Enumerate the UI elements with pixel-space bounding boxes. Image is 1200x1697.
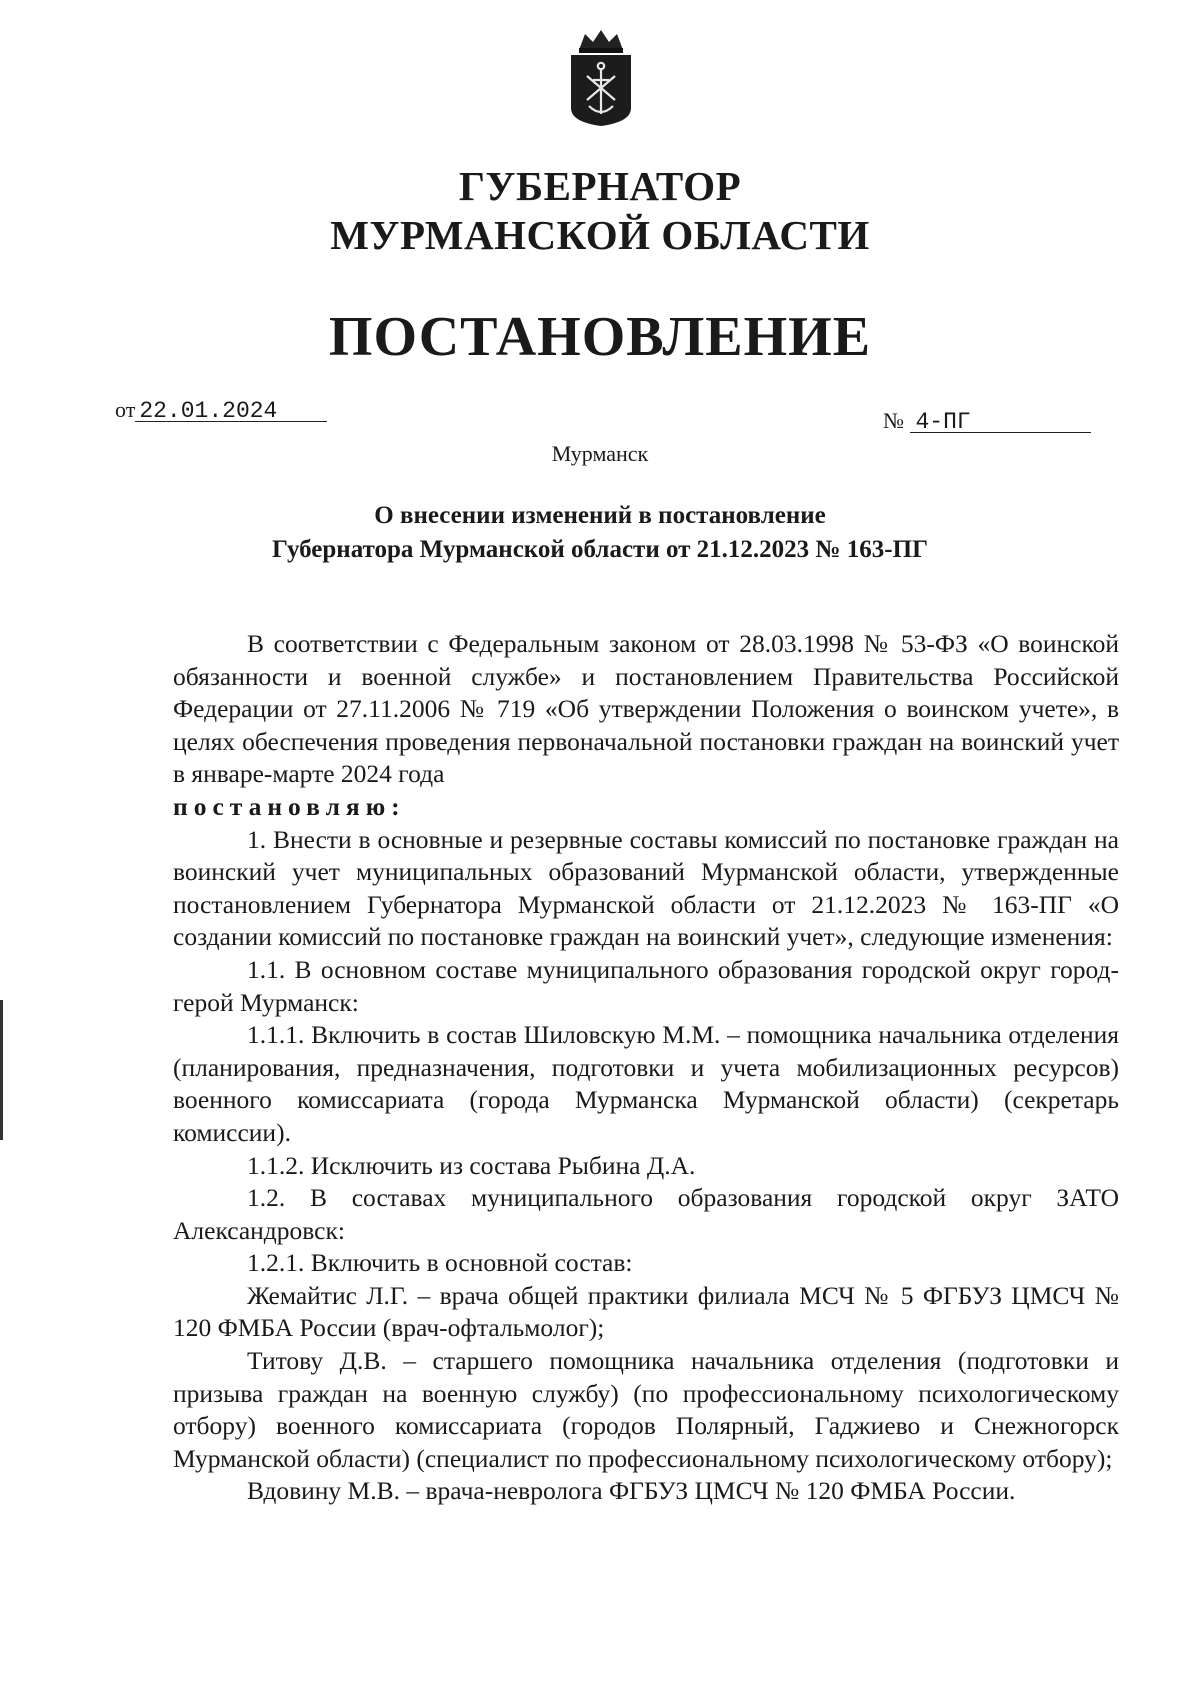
member-entry: Жемайтис Л.Г. – врача общей практики филиала МСЧ № 5 ФГБУЗ ЦМСЧ № 120 ФМБА России (врач-офтальмолог);: [173, 1280, 1119, 1343]
document-date: [115, 397, 327, 423]
date-prefix: от: [115, 397, 136, 422]
document-type-title: ПОСТАНОВЛЕНИЕ: [328, 306, 872, 368]
paragraph-1-1: 1.1. В основном составе муниципального образования городской округ город-герой Мурманск:: [173, 954, 1119, 1017]
number-prefix: №: [883, 408, 904, 433]
paragraph-1-1-1: 1.1.1. Включить в состав Шиловскую М.М. – помощника начальника отделения (планирования, предназначения, подготовки и учета мобилизационных ресурсов) военного комиссариата (города Мурманска Мурманской области) (секретарь комиссии).: [173, 1020, 1119, 1147]
document-body: [173, 628, 1119, 1508]
subject-line1: О внесении изменений в постановление: [374, 502, 826, 529]
resolve-word: постановляю:: [173, 791, 406, 821]
paragraph-1: 1. Внести в основные и резервные составы комиссий по постановке граждан на воинский учет муниципальных образований Мурманской области, утвержденные постановлением Губернатора Мурманской области от 21.12.2023 № 163-ПГ «О создании комиссий по постановке граждан на воинский учет», следующие изменения:: [173, 824, 1119, 952]
preamble-paragraph: В соответствии с Федеральным законом от 28.03.1998 № 53-ФЗ «О воинской обязанности и военной службе» и постановлением Правительства Российской Федерации от 27.11.2006 № 719 «Об утверждении Положения о воинском учете», в целях обеспечения проведения первоначальной постановки граждан на воинский учет в январе-марте 2024 года: [173, 629, 1119, 789]
paragraph-1-1-2: 1.1.2. Исключить из состава Рыбина Д.А.: [247, 1150, 696, 1180]
scan-edge-mark: [0, 1000, 3, 1140]
paragraph-1-2-1: 1.2.1. Включить в основной состав:: [247, 1248, 633, 1278]
coat-of-arms-icon: [557, 28, 645, 128]
paragraph-1-2: 1.2. В составах муниципального образования городской округ ЗАТО Александровск:: [173, 1183, 1119, 1245]
authority-title-line2: МУРМАНСКОЙ ОБЛАСТИ: [330, 212, 870, 258]
member-entry: Вдовину М.В. – врача-невролога ФГБУЗ ЦМСЧ № 120 ФМБА России.: [247, 1476, 1016, 1506]
city-label: Мурманск: [551, 441, 649, 466]
document-number: [883, 408, 1091, 434]
subject-line2: Губернатора Мурманской области от 21.12.2023 № 163-ПГ: [272, 536, 928, 563]
document-subject: [0, 499, 1200, 567]
number-value: 4-ПГ: [910, 412, 1091, 433]
authority-title-line1: ГУБЕРНАТОР: [458, 163, 742, 209]
member-entry: Титову Д.В. – старшего помощника начальника отделения (подготовки и призыва граждан на военную службу) (по профессиональному психологическому отбору) военного комиссариата (городов Полярный, Гаджиево и Снежногорск Мурманской области) (специалист по профессиональному психологическому отбору);: [173, 1346, 1119, 1473]
date-value: 22.01.2024: [135, 401, 327, 422]
